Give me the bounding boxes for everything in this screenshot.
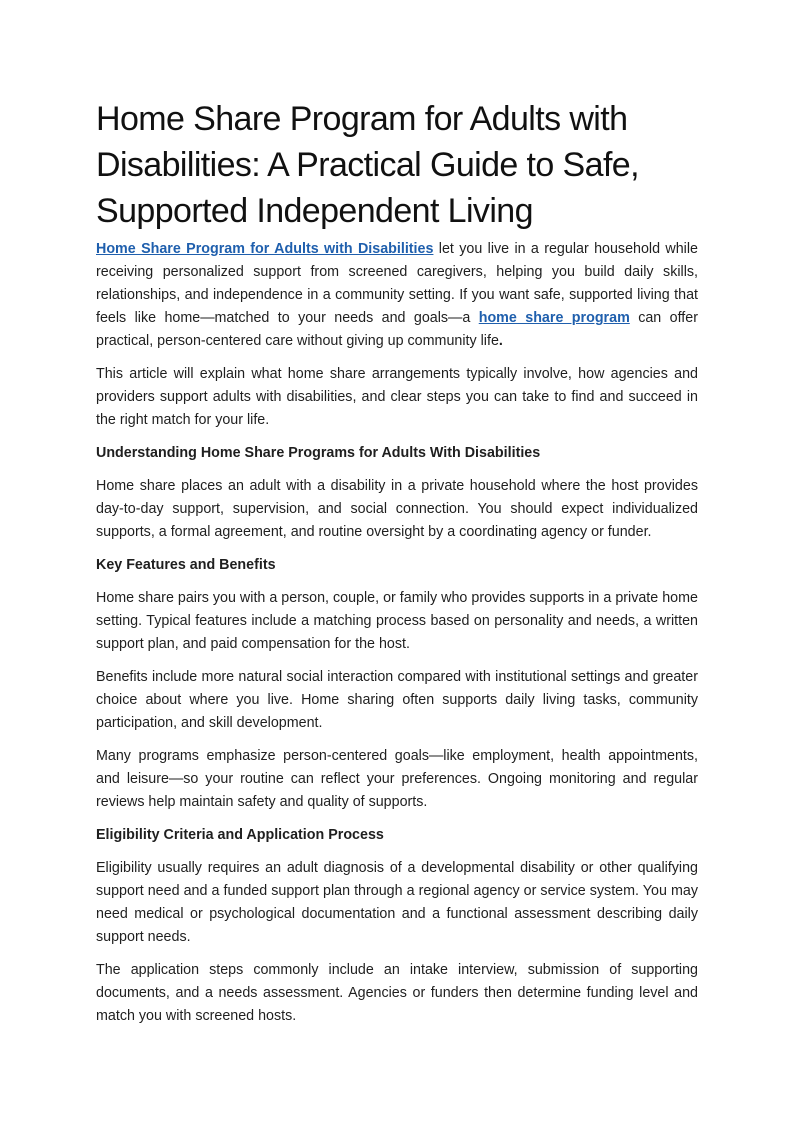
document-page <box>96 96 698 1038</box>
eligibility-paragraph-1: Eligibility usually requires an adult diagnosis of a developmental disability or other qualifying support need and a funded support plan through a regional agency or service system. You may need medical or psychological documentation and a functional assessment describing daily support needs. <box>96 860 698 945</box>
home-share-program-link[interactable]: Home Share Program for Adults with Disabilities <box>96 241 434 257</box>
section-heading-understanding: Understanding Home Share Programs for Adults With Disabilities <box>96 445 541 461</box>
key-features-paragraph-2: Benefits include more natural social interaction compared with institutional settings and greater choice about where you live. Home sharing often supports daily living tasks, community participation, and skill development. <box>96 669 698 731</box>
intro-end-period: . <box>498 333 503 349</box>
section-heading-eligibility: Eligibility Criteria and Application Process <box>96 827 384 843</box>
understanding-paragraph: Home share places an adult with a disability in a private household where the host provides day-to-day support, supervision, and social connection. You should expect individualized supports, a formal agreement, and routine oversight by a coordinating agency or funder. <box>96 478 698 540</box>
key-features-paragraph-3: Many programs emphasize person-centered goals—like employment, health appointments, and leisure—so your routine can reflect your preferences. Ongoing monitoring and regular reviews help maintain safety and quality of supports. <box>96 748 698 810</box>
overview-paragraph: This article will explain what home share arrangements typically involve, how agencies and providers support adults with disabilities, and clear steps you can take to find and succeed in the right match for your life. <box>96 366 698 428</box>
key-features-paragraph-1: Home share pairs you with a person, couple, or family who provides supports in a private home setting. Typical features include a matching process based on personality and needs, a written support plan, and paid compensation for the host. <box>96 590 698 652</box>
intro-paragraph <box>96 238 698 353</box>
section-heading-key-features: Key Features and Benefits <box>96 557 276 573</box>
home-share-program-inline-link[interactable]: home share program <box>478 310 630 326</box>
page-title: Home Share Program for Adults with Disabilities: A Practical Guide to Safe, Supported Independent Living <box>96 100 639 230</box>
intro-text-part1: let you live in a regular household while receiving personalized support from screened caregivers, helping you build daily skills, relationships, and independence in a community setting. If you want safe, supported living that feels like home—matched to your needs and goals—a <box>96 241 698 326</box>
intro-text-part2: can offer practical, person-centered care without giving up community life <box>96 310 698 349</box>
eligibility-paragraph-2: The application steps commonly include an intake interview, submission of supporting documents, and a needs assessment. Agencies or funders then determine funding level and match you with screened hosts. <box>96 962 698 1024</box>
